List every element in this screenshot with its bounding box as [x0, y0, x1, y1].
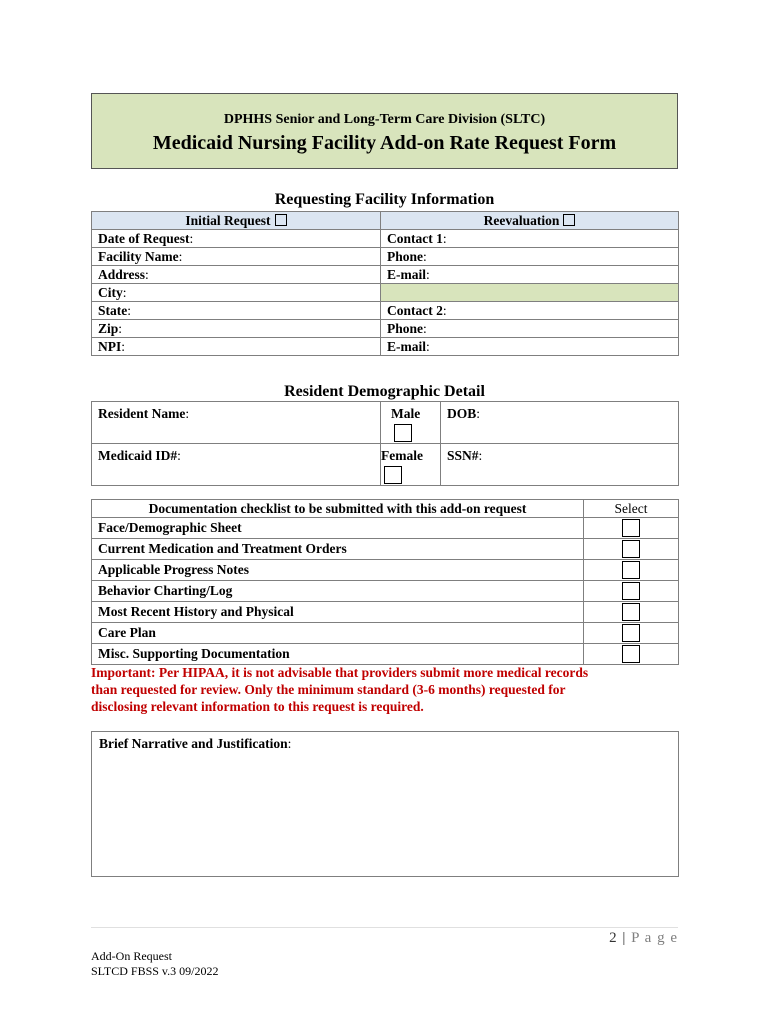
- division-name: DPHHS Senior and Long-Term Care Division (SLTC): [223, 112, 546, 127]
- email-1-field[interactable]: E-mail:: [381, 266, 679, 284]
- form-title: Medicaid Nursing Facility Add-on Rate Request Form: [152, 132, 617, 154]
- select-header: Select: [584, 500, 679, 518]
- checklist-select-cell: [584, 623, 679, 644]
- medicaid-id-field[interactable]: Medicaid ID#:: [92, 444, 381, 486]
- footer-divider: [91, 927, 678, 928]
- table-row: [92, 581, 679, 602]
- checklist-item: Behavior Charting/Log: [92, 581, 584, 602]
- checklist-select-cell: [584, 518, 679, 539]
- male-cell: [381, 402, 441, 444]
- male-label: Male: [391, 406, 421, 421]
- select-checkbox-misc-documentation[interactable]: [622, 645, 640, 663]
- state-field[interactable]: State:: [92, 302, 381, 320]
- reevaluation-cell: [381, 212, 679, 230]
- checklist-item: Care Plan: [92, 623, 584, 644]
- table-row: [92, 560, 679, 581]
- documentation-checklist: [91, 499, 679, 665]
- initial-request-cell: [92, 212, 381, 230]
- reevaluation-checkbox[interactable]: [563, 214, 575, 226]
- checklist-select-cell: [584, 602, 679, 623]
- table-row: [92, 539, 679, 560]
- select-checkbox-behavior-charting[interactable]: [622, 582, 640, 600]
- select-checkbox-progress-notes[interactable]: [622, 561, 640, 579]
- contact-2-field[interactable]: Contact 2:: [381, 302, 679, 320]
- facility-info-table: [91, 211, 679, 356]
- table-row: [92, 644, 679, 665]
- facility-name-field[interactable]: Facility Name:: [92, 248, 381, 266]
- select-checkbox-care-plan[interactable]: [622, 624, 640, 642]
- checklist-select-cell: [584, 539, 679, 560]
- checklist-header: Documentation checklist to be submitted with this add-on request: [92, 500, 584, 518]
- checklist-select-cell: [584, 581, 679, 602]
- checklist-select-cell: [584, 644, 679, 665]
- footer-doc-name: Add-On Request: [91, 949, 172, 963]
- checklist-item: Face/Demographic Sheet: [92, 518, 584, 539]
- city-field[interactable]: City:: [92, 284, 381, 302]
- checklist-item: Applicable Progress Notes: [92, 560, 584, 581]
- checklist-item: Misc. Supporting Documentation: [92, 644, 584, 665]
- address-field[interactable]: Address:: [92, 266, 381, 284]
- female-checkbox[interactable]: [384, 466, 402, 484]
- date-of-request-field[interactable]: Date of Request:: [92, 230, 381, 248]
- important-line-2: than requested for review. Only the minimum standard (3-6 months) requested for: [91, 682, 566, 697]
- resident-name-field[interactable]: Resident Name:: [92, 402, 381, 444]
- page-number: 2: [609, 930, 618, 946]
- initial-request-checkbox[interactable]: [275, 214, 287, 226]
- select-checkbox-medication-orders[interactable]: [622, 540, 640, 558]
- ssn-field[interactable]: SSN#:: [441, 444, 679, 486]
- reevaluation-label: Reevaluation: [483, 213, 560, 228]
- select-checkbox-face-sheet[interactable]: [622, 519, 640, 537]
- phone-1-field[interactable]: Phone:: [381, 248, 679, 266]
- table-row: [92, 623, 679, 644]
- facility-section-title: Requesting Facility Information: [274, 191, 495, 208]
- narrative-box[interactable]: [91, 731, 679, 877]
- email-2-field[interactable]: E-mail:: [381, 338, 679, 356]
- form-header: [91, 93, 678, 169]
- female-cell: [381, 444, 441, 486]
- page-indicator: 2 | P a g e: [609, 930, 678, 946]
- table-row: [92, 602, 679, 623]
- initial-request-label: Initial Request: [185, 213, 271, 228]
- contact-1-field[interactable]: Contact 1:: [381, 230, 679, 248]
- hipaa-important-note: [91, 664, 691, 715]
- narrative-label: Brief Narrative and Justification:: [99, 736, 292, 751]
- footer-document-info: [91, 949, 218, 979]
- important-line-3: disclosing relevant information to this request is required.: [91, 699, 424, 714]
- select-checkbox-history-physical[interactable]: [622, 603, 640, 621]
- resident-table: [91, 401, 679, 486]
- blank-spacer-cell: [381, 284, 679, 302]
- dob-field[interactable]: DOB:: [441, 402, 679, 444]
- female-label: Female: [381, 448, 423, 463]
- male-checkbox[interactable]: [394, 424, 412, 442]
- checklist-select-cell: [584, 560, 679, 581]
- important-line-1: Important: Per HIPAA, it is not advisable that providers submit more medical records: [91, 665, 589, 680]
- resident-section-title: Resident Demographic Detail: [284, 383, 485, 400]
- checklist-item: Most Recent History and Physical: [92, 602, 584, 623]
- table-row: [92, 518, 679, 539]
- npi-field[interactable]: NPI:: [92, 338, 381, 356]
- phone-2-field[interactable]: Phone:: [381, 320, 679, 338]
- zip-field[interactable]: Zip:: [92, 320, 381, 338]
- footer-version: SLTCD FBSS v.3 09/2022: [91, 964, 219, 978]
- checklist-item: Current Medication and Treatment Orders: [92, 539, 584, 560]
- page-label: P a g e: [631, 930, 678, 946]
